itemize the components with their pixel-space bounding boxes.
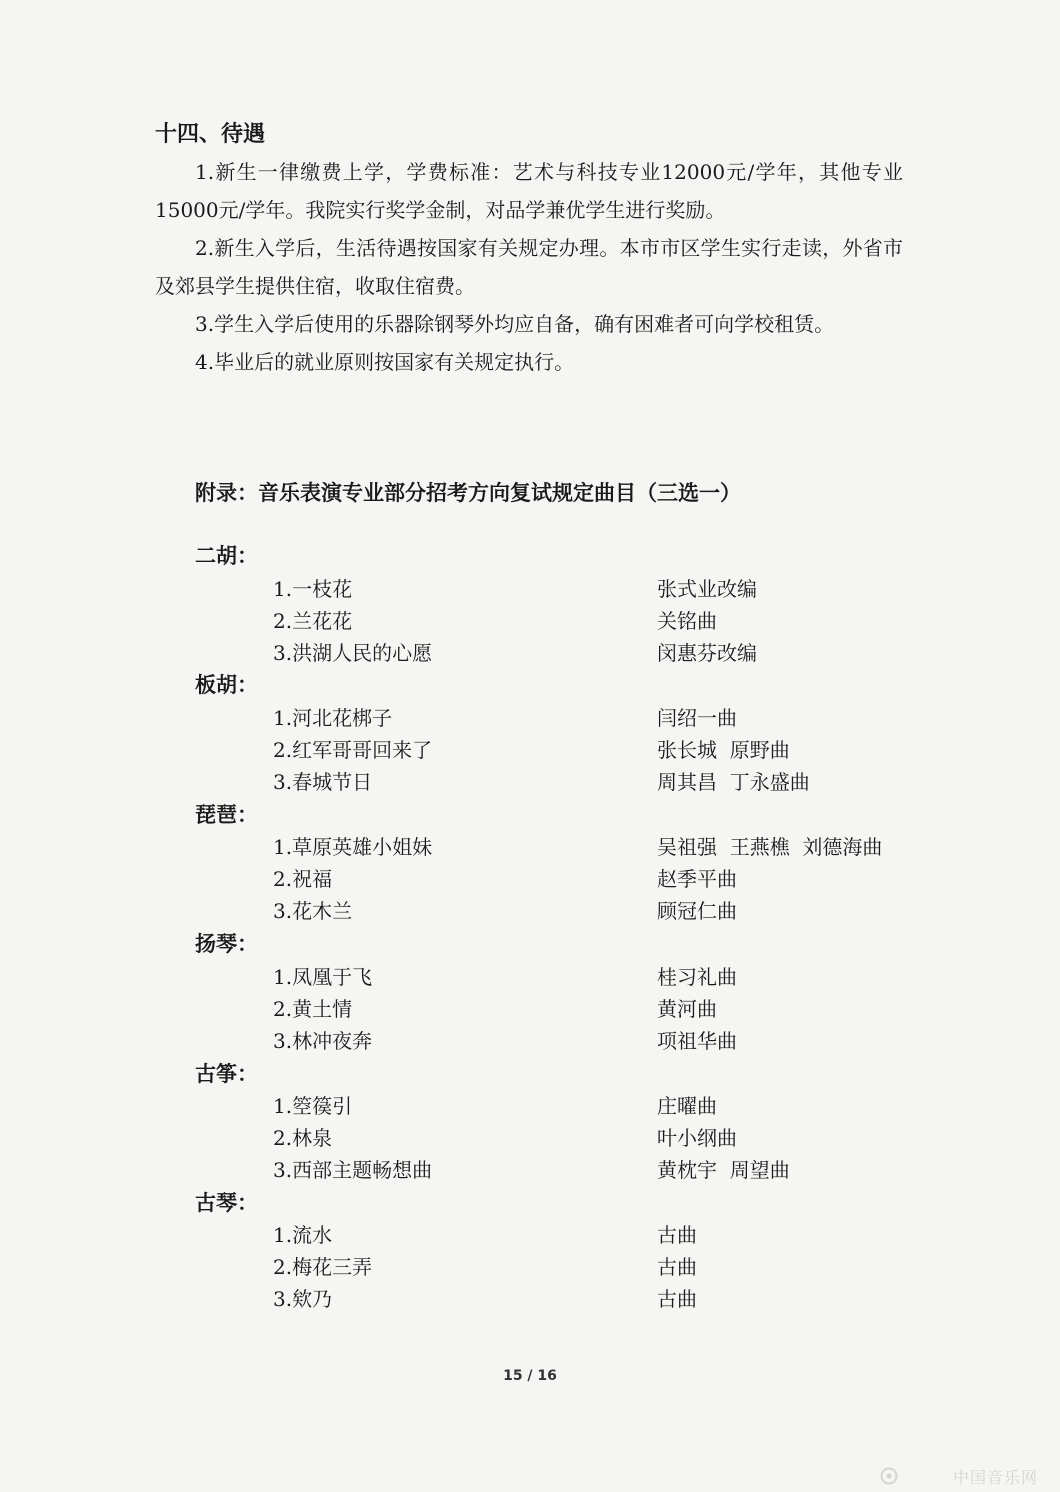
piece-composer: 吴祖强 王燕樵 刘德海曲 [657,835,883,859]
appendix-title: 附录：音乐表演专业部分招考方向复试规定曲目（三选一） [195,481,741,505]
piece-composer: 周其昌 丁永盛曲 [657,770,810,794]
piece-title: 1.一枝花 [273,577,353,601]
piece-title: 1.凤凰于飞 [273,965,373,989]
piece-title: 1.草原英雄小姐妹 [273,835,433,859]
paragraph-1: 1.新生一律缴费上学，学费标准：艺术与科技专业12000元/学年，其他专业15000元/学年。我院实行奖学金制，对品学兼优学生进行奖励。 [155,160,903,222]
section-heading: 十四、待遇 [155,122,266,147]
piece-composer: 桂习礼曲 [657,965,737,989]
paragraph-3: 3.学生入学后使用的乐器除钢琴外均应自备，确有困难者可向学校租赁。 [195,312,835,336]
piece-composer: 关铭曲 [657,609,717,633]
piece-title: 1.河北花梆子 [273,706,393,730]
piece-title: 3.欸乃 [273,1287,333,1311]
piece-composer: 黄枕宇 周望曲 [657,1158,790,1182]
piece-composer: 张式业改编 [657,577,757,601]
piece-title: 3.林冲夜奔 [273,1029,373,1053]
piece-composer: 闵惠芬改编 [657,641,757,665]
piece-composer: 顾冠仁曲 [657,899,737,923]
instrument-name: 古筝： [195,1062,258,1086]
piece-title: 2.祝福 [273,867,333,891]
piece-title: 2.红军哥哥回来了 [273,738,433,762]
piece-title: 1.箜篌引 [273,1094,353,1118]
piece-composer: 古曲 [657,1287,697,1311]
piece-title: 2.兰花花 [273,609,353,633]
piece-composer: 项祖华曲 [657,1029,737,1053]
piece-composer: 古曲 [657,1255,697,1279]
piece-title: 1.流水 [273,1223,333,1247]
piece-title: 3.洪湖人民的心愿 [273,641,433,665]
piece-title: 2.梅花三弄 [273,1255,373,1279]
paragraph-2: 2.新生入学后，生活待遇按国家有关规定办理。本市市区学生实行走读，外省市及郊县学生提供住宿，收取住宿费。 [155,236,903,298]
piece-composer: 庄曜曲 [657,1094,717,1118]
piece-composer: 黄河曲 [657,997,717,1021]
piece-composer: 闫绍一曲 [657,706,737,730]
instrument-name: 板胡： [195,673,258,697]
piece-title: 3.西部主题畅想曲 [273,1158,433,1182]
piece-composer: 古曲 [657,1223,697,1247]
page-number: 15 / 16 [503,1368,557,1384]
piece-composer: 叶小纲曲 [657,1126,737,1150]
watermark-text: 中国音乐网 [952,1468,1038,1487]
piece-title: 3.春城节日 [273,770,373,794]
piece-composer: 赵季平曲 [657,867,737,891]
piece-title: 2.黄土情 [273,997,353,1021]
instrument-name: 古琴： [195,1191,258,1215]
instrument-name: 二胡： [195,544,258,568]
watermark-logo-icon [880,1467,898,1485]
instrument-name: 琵琶： [195,803,258,827]
paragraph-4: 4.毕业后的就业原则按国家有关规定执行。 [195,350,575,374]
piece-title: 2.林泉 [273,1126,333,1150]
piece-composer: 张长城 原野曲 [657,738,790,762]
instrument-name: 扬琴： [195,932,258,956]
piece-title: 3.花木兰 [273,899,353,923]
